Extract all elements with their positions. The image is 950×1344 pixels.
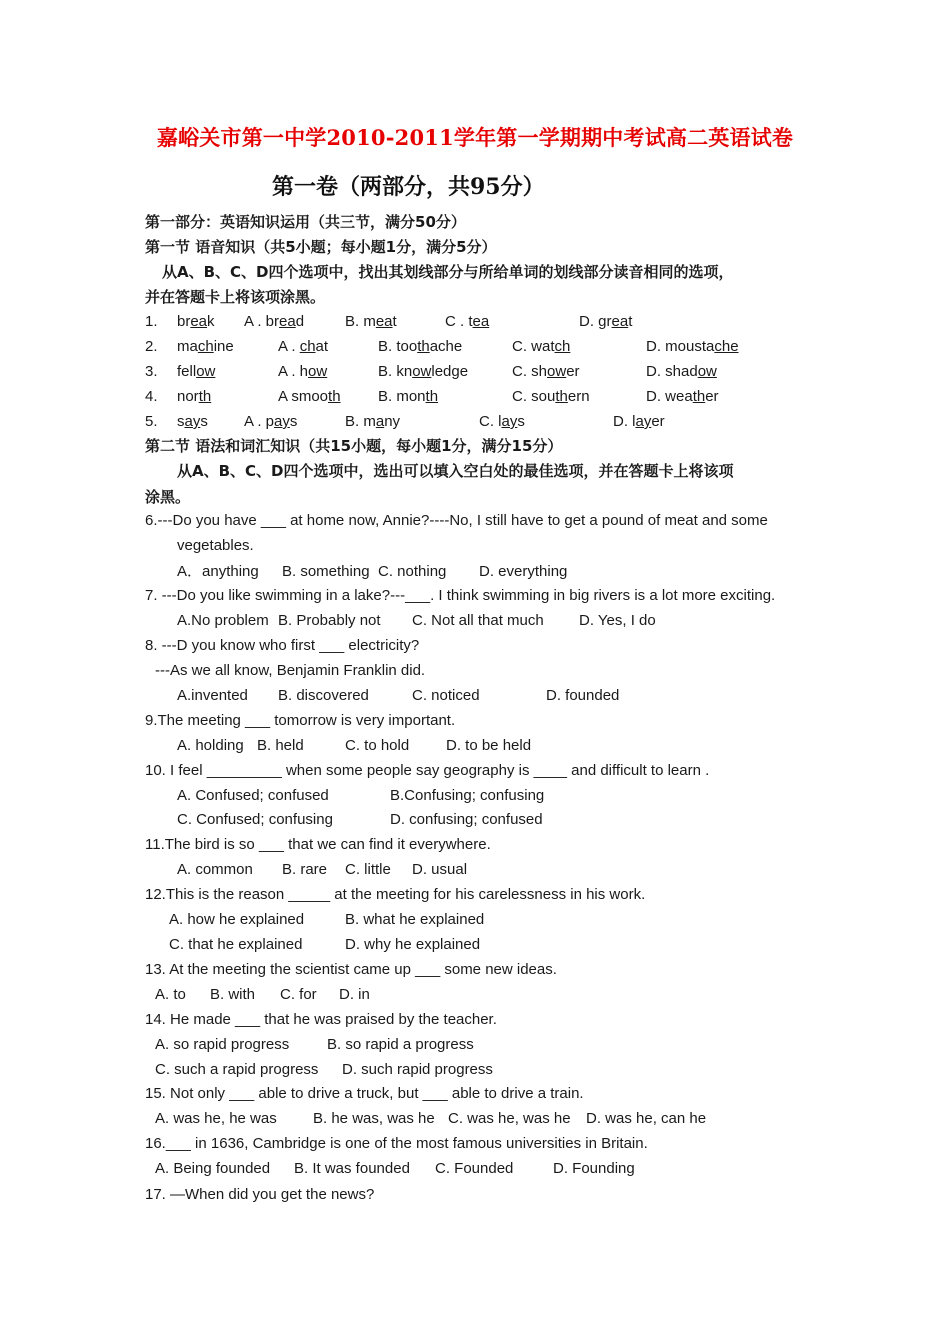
question-8-stem: 8. ---D you know who first ___ electricity? [145,637,420,654]
section1-instruction: 从A、B、C、D四个选项中，找出其划线部分与所给单词的划线部分读音相同的选项， [162,263,734,281]
question-9-option-d: D. to be held [446,737,532,754]
phonetic-option-d: D. layer [613,413,665,430]
phonetic-option-c: C. southern [512,388,590,405]
question-7-option-a: A.No problem [177,612,269,629]
phonetic-target-word: machine [177,338,234,355]
question-8-option-b: B. discovered [278,687,369,704]
exam-title: 嘉峪关市第一中学2010-2011学年第一学期期中考试高二英语试卷 [156,125,794,150]
question-12-option-b: B. what he explained [345,911,485,928]
question-15-option-c: C. was he, was he [448,1110,571,1127]
question-12-stem: 12.This is the reason _____ at the meeting for his carelessness in his work. [145,886,646,903]
question-9-stem: 9.The meeting ___ tomorrow is very important. [145,712,456,729]
section1-instruction-cont: 并在答题卡上将该项涂黑。 [145,288,326,306]
phonetic-option-b: B. knowledge [378,363,469,380]
phonetic-option-b: B. toothache [378,338,463,355]
phonetic-option-b: B. many [345,413,401,430]
phonetic-option-a: A . chat [278,338,329,355]
phonetic-option-a: A smooth [278,388,341,405]
underlined-letters: ow [196,363,216,380]
question-16-option-b: B. It was founded [294,1160,410,1177]
question-6-option-b: B. something [282,563,370,580]
question-11-stem: 11.The bird is so ___ that we can find it everywhere. [145,836,491,853]
phonetic-option-d: D. shadow [646,363,717,380]
part1-heading: 第一部分：英语知识运用（共三节，满分50分） [145,213,466,231]
question-7-option-d: D. Yes, I do [579,612,656,629]
question-11-option-d: D. usual [412,861,468,878]
question-16-option-c: C. Founded [435,1160,514,1177]
section2-instruction: 从A、B、C、D四个选项中，选出可以填入空白处的最佳选项，并在答题卡上将该项 [177,462,734,480]
underlined-letters: ea [279,313,296,330]
phonetic-option-c: C. watch [512,338,571,355]
underlined-letters: ay [635,413,652,430]
phonetic-option-d: D. weather [646,388,719,405]
phonetic-item-number: 1. [145,313,158,330]
underlined-letters: ow [412,363,432,380]
underlined-letters: che [714,338,739,355]
question-9-option-b: B. held [257,737,304,754]
question-6-option-a: A．anything [177,563,259,580]
underlined-letters: ch [197,338,214,355]
question-14-stem: 14. He made ___ that he was praised by the teacher. [145,1011,497,1028]
question-7-option-b: B. Probably not [278,612,381,629]
phonetic-option-d: D. moustache [646,338,739,355]
underlined-letters: th [328,388,341,405]
phonetic-target-word: fellow [177,363,216,380]
phonetic-option-a: A . how [278,363,328,380]
phonetic-item-number: 5. [145,413,158,430]
phonetic-item-number: 3. [145,363,158,380]
underlined-letters: ay [184,413,201,430]
question-15-stem: 15. Not only ___ able to drive a truck, but ___ able to drive a train. [145,1085,584,1102]
question-14-option-a: A. so rapid progress [155,1036,290,1053]
underlined-letters: th [417,338,430,355]
underlined-letters: ea [472,313,490,330]
underlined-letters: ch [299,338,316,355]
phonetic-option-c: C. lays [479,413,525,430]
phonetic-option-b: B. meat [345,313,397,330]
question-17-stem: 17. —When did you get the news? [145,1186,375,1203]
question-10-stem: 10. I feel _________ when some people say geography is ____ and difficult to learn . [145,762,710,779]
question-11-option-c: C. little [345,861,391,878]
question-14-option-c: C. such a rapid progress [155,1061,319,1078]
question-6-option-c: C. nothing [378,563,447,580]
question-13-option-a: A. to [155,986,186,1003]
phonetic-target-word: break [177,313,215,330]
question-15-option-b: B. he was, was he [313,1110,435,1127]
question-13-option-d: D. in [339,986,370,1003]
phonetic-item-number: 2. [145,338,158,355]
question-16-option-d: D. Founding [553,1160,635,1177]
question-8-option-d: D. founded [546,687,620,704]
question-14-option-b: B. so rapid a progress [327,1036,474,1053]
underlined-letters: ow [547,363,567,380]
phonetic-option-a: A . bread [244,313,305,330]
underlined-letters: th [692,388,706,405]
phonetic-option-a: A . pays [244,413,298,430]
phonetic-option-c: C . tea [445,313,490,330]
underlined-letters: ea [190,313,208,330]
question-8-option-a: A.invented [177,687,248,704]
question-8-option-c: C. noticed [412,687,480,704]
underlined-letters: a [375,413,385,430]
question-13-option-b: B. with [210,986,256,1003]
question-10-option-a: A. Confused; confused [177,787,329,804]
question-6-stem-cont: vegetables. [177,537,254,554]
question-15-option-d: D. was he, can he [586,1110,707,1127]
section2-heading: 第二节 语法和词汇知识（共15小题，每小题1分，满分15分） [145,437,563,455]
underlined-letters: th [555,388,568,405]
question-8-stem-cont: ---As we all know, Benjamin Franklin did. [155,662,426,679]
question-12-option-a: A. how he explained [169,911,305,928]
question-11-option-b: B. rare [282,861,328,878]
question-10-option-c: C. Confused; confusing [177,811,333,828]
phonetic-option-c: C. shower [512,363,580,380]
section2-instruction-cont: 涂黑。 [145,488,191,506]
phonetic-target-word: says [177,413,208,430]
question-11-option-a: A. common [177,861,253,878]
question-9-option-c: C. to hold [345,737,410,754]
question-9-option-a: A. holding [177,737,244,754]
question-16-stem: 16.___ in 1636, Cambridge is one of the most famous universities in Britain. [145,1135,648,1152]
phonetic-option-d: D. great [579,313,633,330]
underlined-letters: ea [375,313,393,330]
question-6-stem: 6.---Do you have ___ at home now, Annie?----No, I still have to get a pound of meat and some [145,512,768,529]
section1-heading: 第一节 语音知识（共5小题；每小题1分，满分5分） [145,238,497,256]
phonetic-option-b: B. month [378,388,439,405]
underlined-letters: ch [554,338,571,355]
question-16-option-a: A. Being founded [155,1160,271,1177]
question-12-option-c: C. that he explained [169,936,303,953]
question-13-option-c: C. for [280,986,317,1003]
question-6-option-d: D. everything [479,563,568,580]
underlined-letters: ow [308,363,328,380]
question-12-option-d: D. why he explained [345,936,481,953]
underlined-letters: ay [501,413,518,430]
question-15-option-a: A. was he, he was [155,1110,277,1127]
volume-subtitle: 第一卷（两部分，共95分） [272,174,545,200]
underlined-letters: ay [274,413,290,430]
question-14-option-d: D. such rapid progress [342,1061,493,1078]
question-7-stem: 7. ---Do you like swimming in a lake?---___. I think swimming in big rivers is a lot more exciting. [145,587,776,604]
underlined-letters: ow [697,363,717,380]
question-10-option-d: D. confusing; confused [390,811,543,828]
underlined-letters: th [425,388,439,405]
underlined-letters: ea [611,313,629,330]
underlined-letters: th [198,388,212,405]
question-13-stem: 13. At the meeting the scientist came up ___ some new ideas. [145,961,557,978]
question-10-option-b: B.Confusing; confusing [390,787,545,804]
phonetic-item-number: 4. [145,388,158,405]
question-7-option-c: C. Not all that much [412,612,544,629]
phonetic-target-word: north [177,388,212,405]
